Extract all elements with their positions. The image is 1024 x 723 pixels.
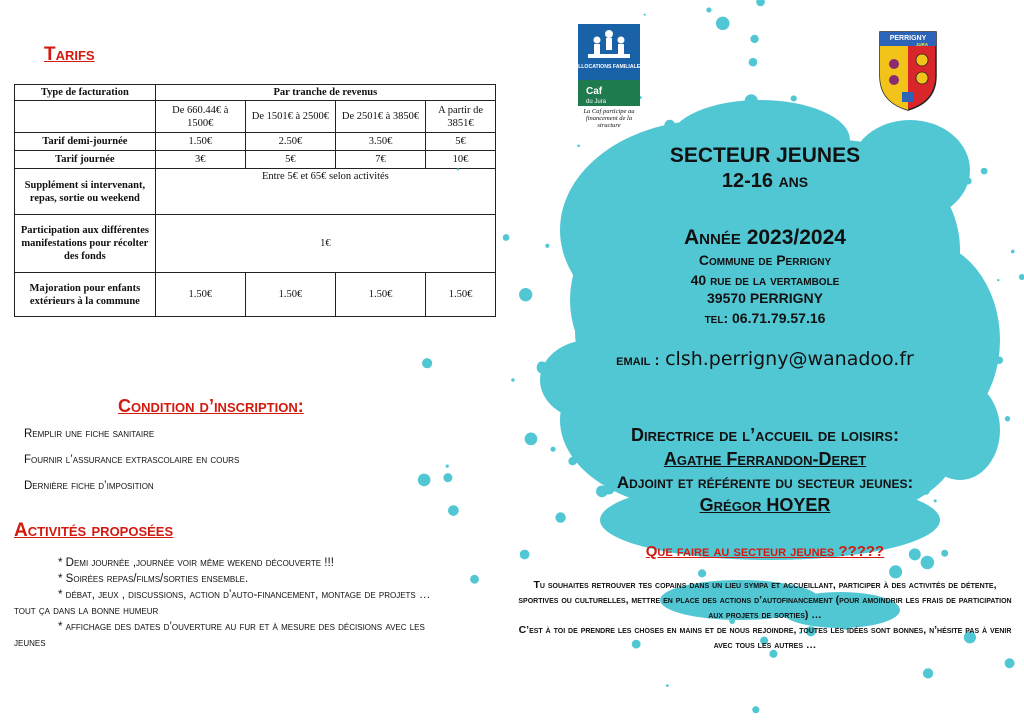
commune: Commune de Perrigny [698, 252, 832, 268]
splash-blob [670, 100, 850, 180]
splash-droplet [678, 199, 683, 204]
table-row-label: Majoration pour enfants extérieurs à la commune [15, 273, 156, 317]
splash-droplet [418, 474, 431, 487]
table-cell: 2.50€ [245, 133, 335, 151]
adresse: 40 rue de la vertambole [690, 272, 840, 288]
table-cell: 1.50€ [426, 273, 496, 317]
table-cell: 3€ [155, 151, 245, 169]
splash-droplet [511, 378, 514, 381]
splash-droplet [644, 14, 646, 16]
directrice-name: Agathe Ferrandon-Deret [663, 449, 867, 469]
splash-droplet [617, 391, 629, 403]
splash-droplet [688, 210, 696, 218]
table-cell: Entre 5€ et 65€ selon activités [155, 169, 495, 215]
splash-droplet [422, 358, 432, 368]
splash-droplet [503, 234, 510, 241]
splash-droplet [912, 525, 915, 528]
perrigny-logo-text: PERRIGNY [889, 35, 927, 42]
email-line [520, 348, 1010, 371]
email-value[interactable]: clsh.perrigny@wanadoo.fr [665, 348, 914, 370]
splash-droplet [791, 95, 797, 101]
ville: 39570 PERRIGNY [707, 290, 823, 306]
splash-droplet [470, 575, 479, 584]
tarifs-table [14, 84, 496, 317]
splash-droplet [1005, 416, 1010, 421]
tarifs-title: Tarifs [44, 44, 95, 65]
table-row [15, 215, 496, 273]
condition-item: Remplir une fiche sanitaire [24, 428, 155, 440]
title-secteur-jeunes: SECTEUR JEUNES [669, 144, 861, 167]
splash-droplet [1011, 250, 1015, 254]
table-cell: 1€ [155, 215, 495, 273]
table-cell: De 1501€ à 2500€ [245, 101, 335, 133]
caf-caption: La Caf participe au financement de la structure [583, 108, 635, 129]
splash-droplet [889, 565, 902, 578]
annee: Année 2023/2024 [684, 226, 846, 249]
splash-droplet [634, 414, 637, 417]
splash-droplet [749, 58, 758, 67]
age-range: 12-16 ans [721, 170, 809, 192]
table-cell: 3.50€ [335, 133, 425, 151]
table-cell: 1.50€ [335, 273, 425, 317]
splash-droplet [664, 120, 675, 131]
splash-droplet [756, 0, 765, 6]
activite-item: * affichage des dates d’ouverture au fur et à mesure des décisions avec les jeunes [14, 621, 425, 649]
activite-item: * Soirées repas/films/sorties ensemble. [58, 573, 249, 585]
splash-droplet [457, 168, 459, 170]
splash-droplet [767, 523, 773, 529]
table-cell: 5€ [426, 133, 496, 151]
table-cell: 7€ [335, 151, 425, 169]
table-row-label: Tarif demi-journée [15, 133, 156, 151]
splash-droplet [986, 331, 991, 336]
splash-droplet [1005, 658, 1015, 668]
condition-item: Dernière fiche d’imposition [24, 480, 154, 492]
table-row-label: Tarif journée [15, 151, 156, 169]
table-header-tranche: Par tranche de revenus [155, 85, 495, 101]
question-text [518, 578, 1012, 653]
caf-logo-text: ALLOCATIONS FAMILIALES [574, 64, 644, 70]
splash-droplet [910, 137, 913, 140]
splash-droplet [954, 395, 960, 401]
table-row-label: Supplément si intervenant, repas, sortie ou weekend [15, 169, 156, 215]
table-row [15, 169, 496, 215]
telephone: tel: 06.71.79.57.16 [704, 310, 826, 326]
condition-title: Condition d’inscription: [118, 396, 304, 416]
question-title: Que faire au secteur jeunes ????? [645, 543, 885, 560]
table-cell: De 2501€ à 3850€ [335, 101, 425, 133]
table-row-label: Participation aux différentes manifestations pour récolter des fonds [15, 215, 156, 273]
table-row [15, 151, 496, 169]
caf-sub: du Jura [586, 99, 607, 105]
adjoint-name: Grégor HOYER [699, 495, 831, 515]
adjoint-label: Adjoint et référente du secteur jeunes: [616, 473, 914, 492]
splash-droplet [752, 706, 759, 713]
table-cell: 1.50€ [155, 133, 245, 151]
activite-item: * débat, jeux , discussions, action d’auto-financement, montage de projets … tout ça dans la bonne humeur [14, 589, 431, 617]
table-cell: 1.50€ [155, 273, 245, 317]
table-row [15, 133, 496, 151]
table-cell: 10€ [426, 151, 496, 169]
splash-droplet [923, 668, 933, 678]
table-cell: De 660.44€ à 1500€ [155, 101, 245, 133]
activite-item: * Demi journée ,journée voir même wekend découverte !!! [58, 557, 334, 569]
activites-list [14, 555, 454, 651]
splash-droplet [613, 403, 621, 411]
perrigny-coat-of-arms-logo [878, 30, 938, 112]
email-label: email : [616, 352, 660, 369]
splash-droplet [443, 473, 452, 482]
table-cell-empty [15, 101, 156, 133]
splash-droplet [666, 684, 669, 687]
splash-droplet [446, 464, 449, 467]
table-header-type: Type de facturation [15, 85, 156, 101]
question-paragraph: Tu souhaites retrouver tes copains dans un lieu sympa et accueillant, participer à des activités de détente, sportives ou culturelles, mettre en place des actions d’autofinancement (pour amoindrir les frais de participation aux projets de sorties) … [518, 579, 1012, 621]
splash-droplet [448, 505, 459, 516]
splash-droplet [745, 94, 758, 107]
condition-item: Fournir l’assurance extrascolaire en cours [24, 454, 240, 466]
splash-droplet [716, 17, 730, 31]
caf-name: Caf [586, 86, 603, 97]
splash-droplet [698, 569, 706, 577]
table-cell: 1.50€ [245, 273, 335, 317]
directrice-label: Directrice de l’accueil de loisirs: [631, 425, 899, 445]
splash-droplet [733, 108, 735, 110]
splash-droplet [706, 7, 711, 12]
splash-droplet [750, 35, 758, 43]
table-cell: A partir de 3851€ [426, 101, 496, 133]
table-row [15, 85, 496, 101]
question-paragraph: C’est à toi de prendre les choses en mains et de nous rejoindre, toutes les idées sont bonnes, n’hésite pas à venir avec tous les autres … [518, 624, 1012, 651]
splash-droplet [587, 405, 598, 416]
splash-droplet [744, 117, 757, 130]
splash-droplet [906, 216, 908, 218]
activites-title: Activités proposées [14, 520, 174, 541]
table-cell: 5€ [245, 151, 335, 169]
perrigny-logo-sub: JURA [915, 42, 929, 47]
table-row [15, 273, 496, 317]
splash-droplet [1019, 274, 1024, 280]
table-row [15, 101, 496, 133]
